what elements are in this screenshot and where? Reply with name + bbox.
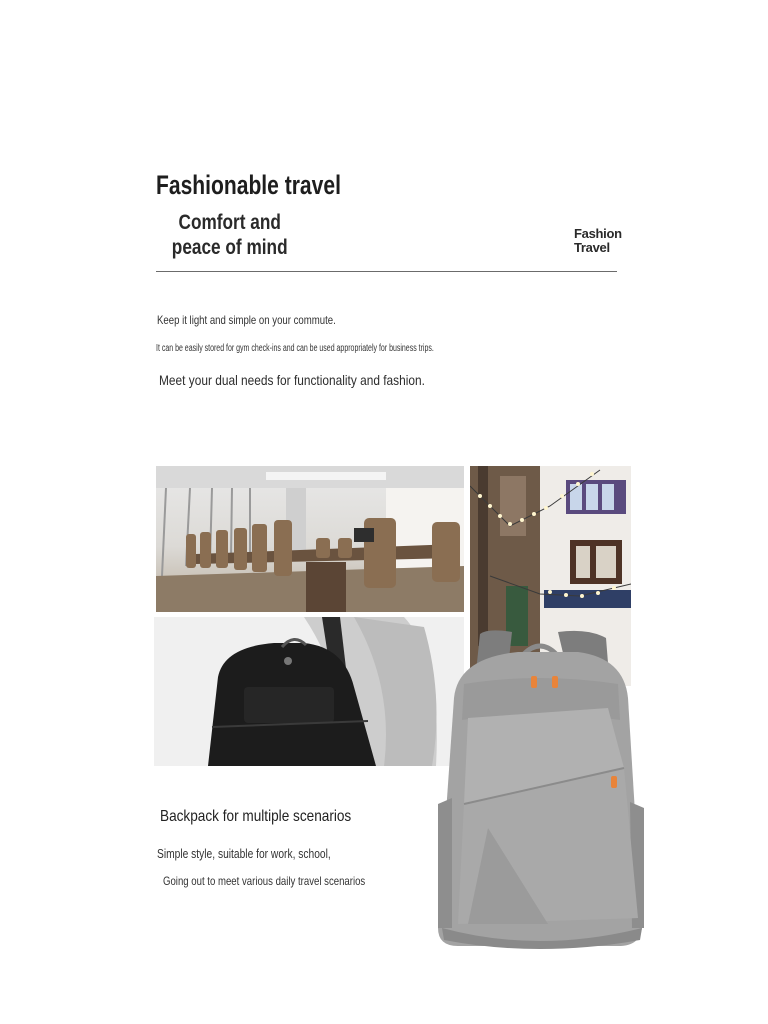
meeting-room-illustration — [156, 466, 464, 612]
copy-line-3: Meet your dual needs for functionality and fashion. — [159, 372, 425, 388]
page-subtitle: Comfort and peace of mind — [171, 211, 288, 259]
black-backpack-photo — [154, 617, 464, 766]
brand-line-2: Travel — [574, 240, 610, 255]
scenarios-heading: Backpack for multiple scenarios — [160, 808, 352, 825]
black-backpack-illustration — [154, 617, 464, 766]
copy-line-1: Keep it light and simple on your commute. — [157, 313, 336, 327]
scenarios-line-1: Simple style, suitable for work, school, — [157, 847, 331, 861]
divider — [156, 271, 617, 272]
page-title: Fashionable travel — [156, 170, 341, 200]
copy-line-2: It can be easily stored for gym check-ins and can be used appropriately for business trips. — [156, 343, 434, 354]
grey-backpack-photo — [428, 628, 652, 950]
grey-backpack-illustration — [428, 628, 652, 950]
brand-line-1: Fashion — [574, 226, 622, 241]
meeting-room-photo — [156, 466, 464, 612]
scenarios-line-2: Going out to meet various daily travel scenarios — [163, 874, 366, 888]
brand-mark — [574, 227, 622, 255]
